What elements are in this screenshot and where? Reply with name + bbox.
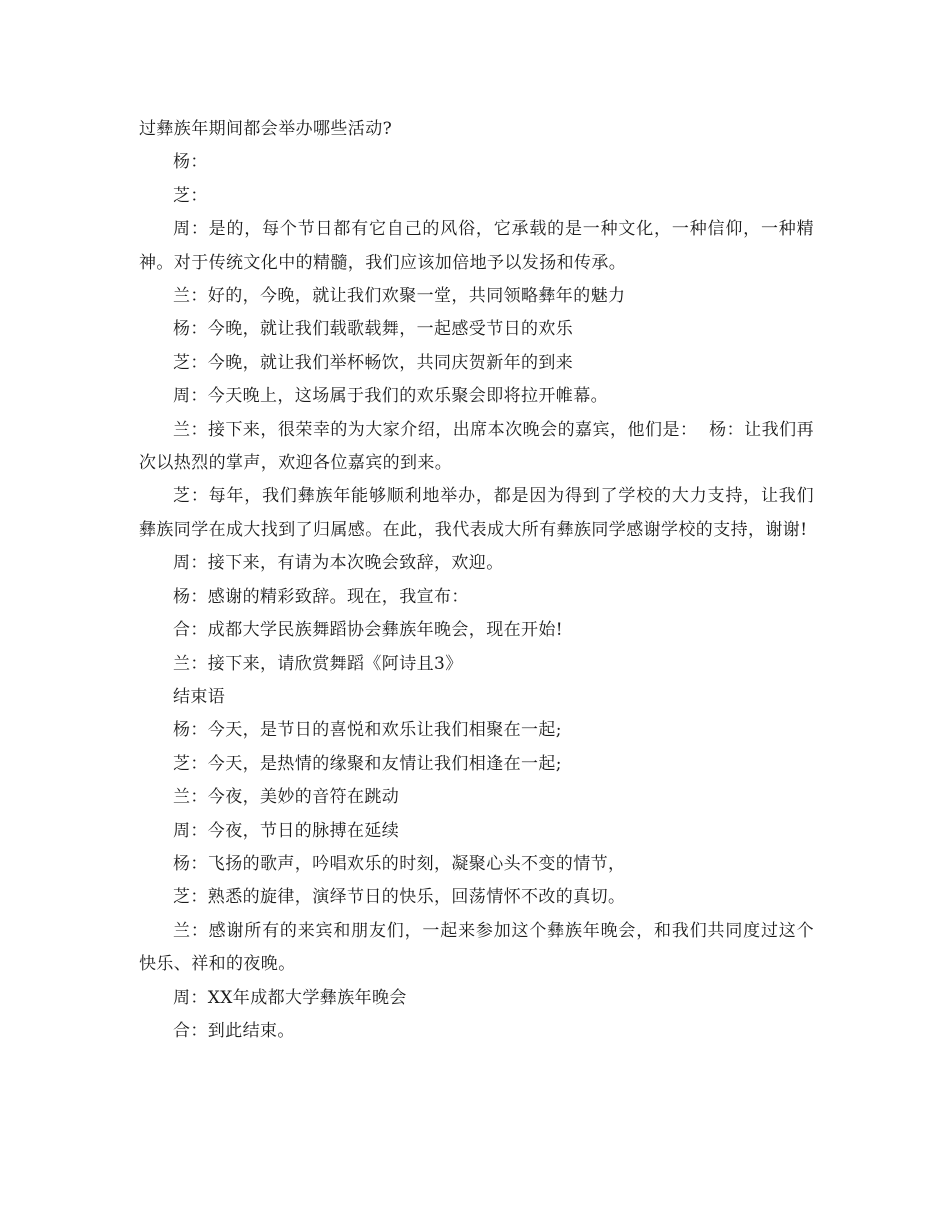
paragraph-yang-closing: 杨：今天，是节日的喜悦和欢乐让我们相聚在一起;	[173, 720, 562, 741]
paragraph-lan-guests: 兰：接下来，很荣幸的为大家介绍，出席本次晚会的嘉宾，他们是： 杨：让我们再次以热烈的掌声，欢迎各位嘉宾的到来。	[139, 419, 814, 474]
paragraph-zhou-speech: 周：接下来，有请为本次晚会致辞，欢迎。	[173, 553, 504, 574]
paragraph-lan-closing: 兰：今夜，美妙的音符在跳动	[173, 787, 400, 808]
paragraph-lan-thanks-guests: 兰：感谢所有的来宾和朋友们，一起来参加这个彝族年晚会，和我们共同度过这个快乐、祥和的夜晚。	[139, 920, 814, 975]
paragraph-zhi-blank: 芝：	[173, 185, 208, 206]
paragraph-yang-blank: 杨：	[173, 152, 208, 173]
paragraph-zhou-opening: 周：今天晚上，这场属于我们的欢乐聚会即将拉开帷幕。	[173, 386, 608, 407]
paragraph-zhi-closing: 芝：今天，是热情的缘聚和友情让我们相逢在一起;	[173, 753, 562, 774]
paragraph-lan-tonight: 兰：好的，今晚，就让我们欢聚一堂，共同领略彝年的魅力	[173, 286, 626, 307]
paragraph-yang-announce: 杨：感谢的精彩致辞。现在，我宣布：	[173, 586, 469, 607]
paragraph-zhi-melody: 芝：熟悉的旋律，演绎节日的快乐，回荡情怀不改的真切。	[173, 887, 626, 908]
paragraph-together-start: 合：成都大学民族舞蹈协会彝族年晚会，现在开始!	[173, 620, 564, 641]
paragraph-together-end: 合：到此结束。	[173, 1020, 295, 1041]
paragraph-zhi-tonight: 芝：今晚，就让我们举杯畅饮，共同庆贺新年的到来	[173, 352, 574, 373]
paragraph-lan-dance: 兰：接下来，请欣赏舞蹈《阿诗且3》	[173, 653, 463, 674]
document-body	[139, 113, 814, 1048]
paragraph-zhou-event-name: 周：XX年成都大学彝族年晚会	[173, 987, 407, 1008]
paragraph-zhi-thanks-school: 芝：每年，我们彝族年能够顺利地举办，都是因为得到了学校的大力支持，让我们彝族同学在成大找到了归属感。在此，我代表成大所有彝族同学感谢学校的支持，谢谢!	[139, 486, 814, 540]
paragraph-zhou-closing: 周：今夜，节日的脉搏在延续	[173, 820, 400, 841]
section-heading-closing: 结束语	[173, 686, 226, 707]
paragraph-yang-song: 杨：飞扬的歌声，吟唱欢乐的时刻，凝聚心头不变的情节，	[173, 853, 626, 874]
paragraph-yang-tonight: 杨：今晚，就让我们载歌载舞，一起感受节日的欢乐	[173, 319, 574, 340]
paragraph-zhou-culture: 周：是的，每个节日都有它自己的风俗，它承载的是一种文化，一种信仰，一种精神。对于传统文化中的精髓，我们应该加倍地予以发扬和传承。	[139, 219, 814, 273]
paragraph-intro-question: 过彝族年期间都会举办哪些活动?	[139, 119, 393, 139]
